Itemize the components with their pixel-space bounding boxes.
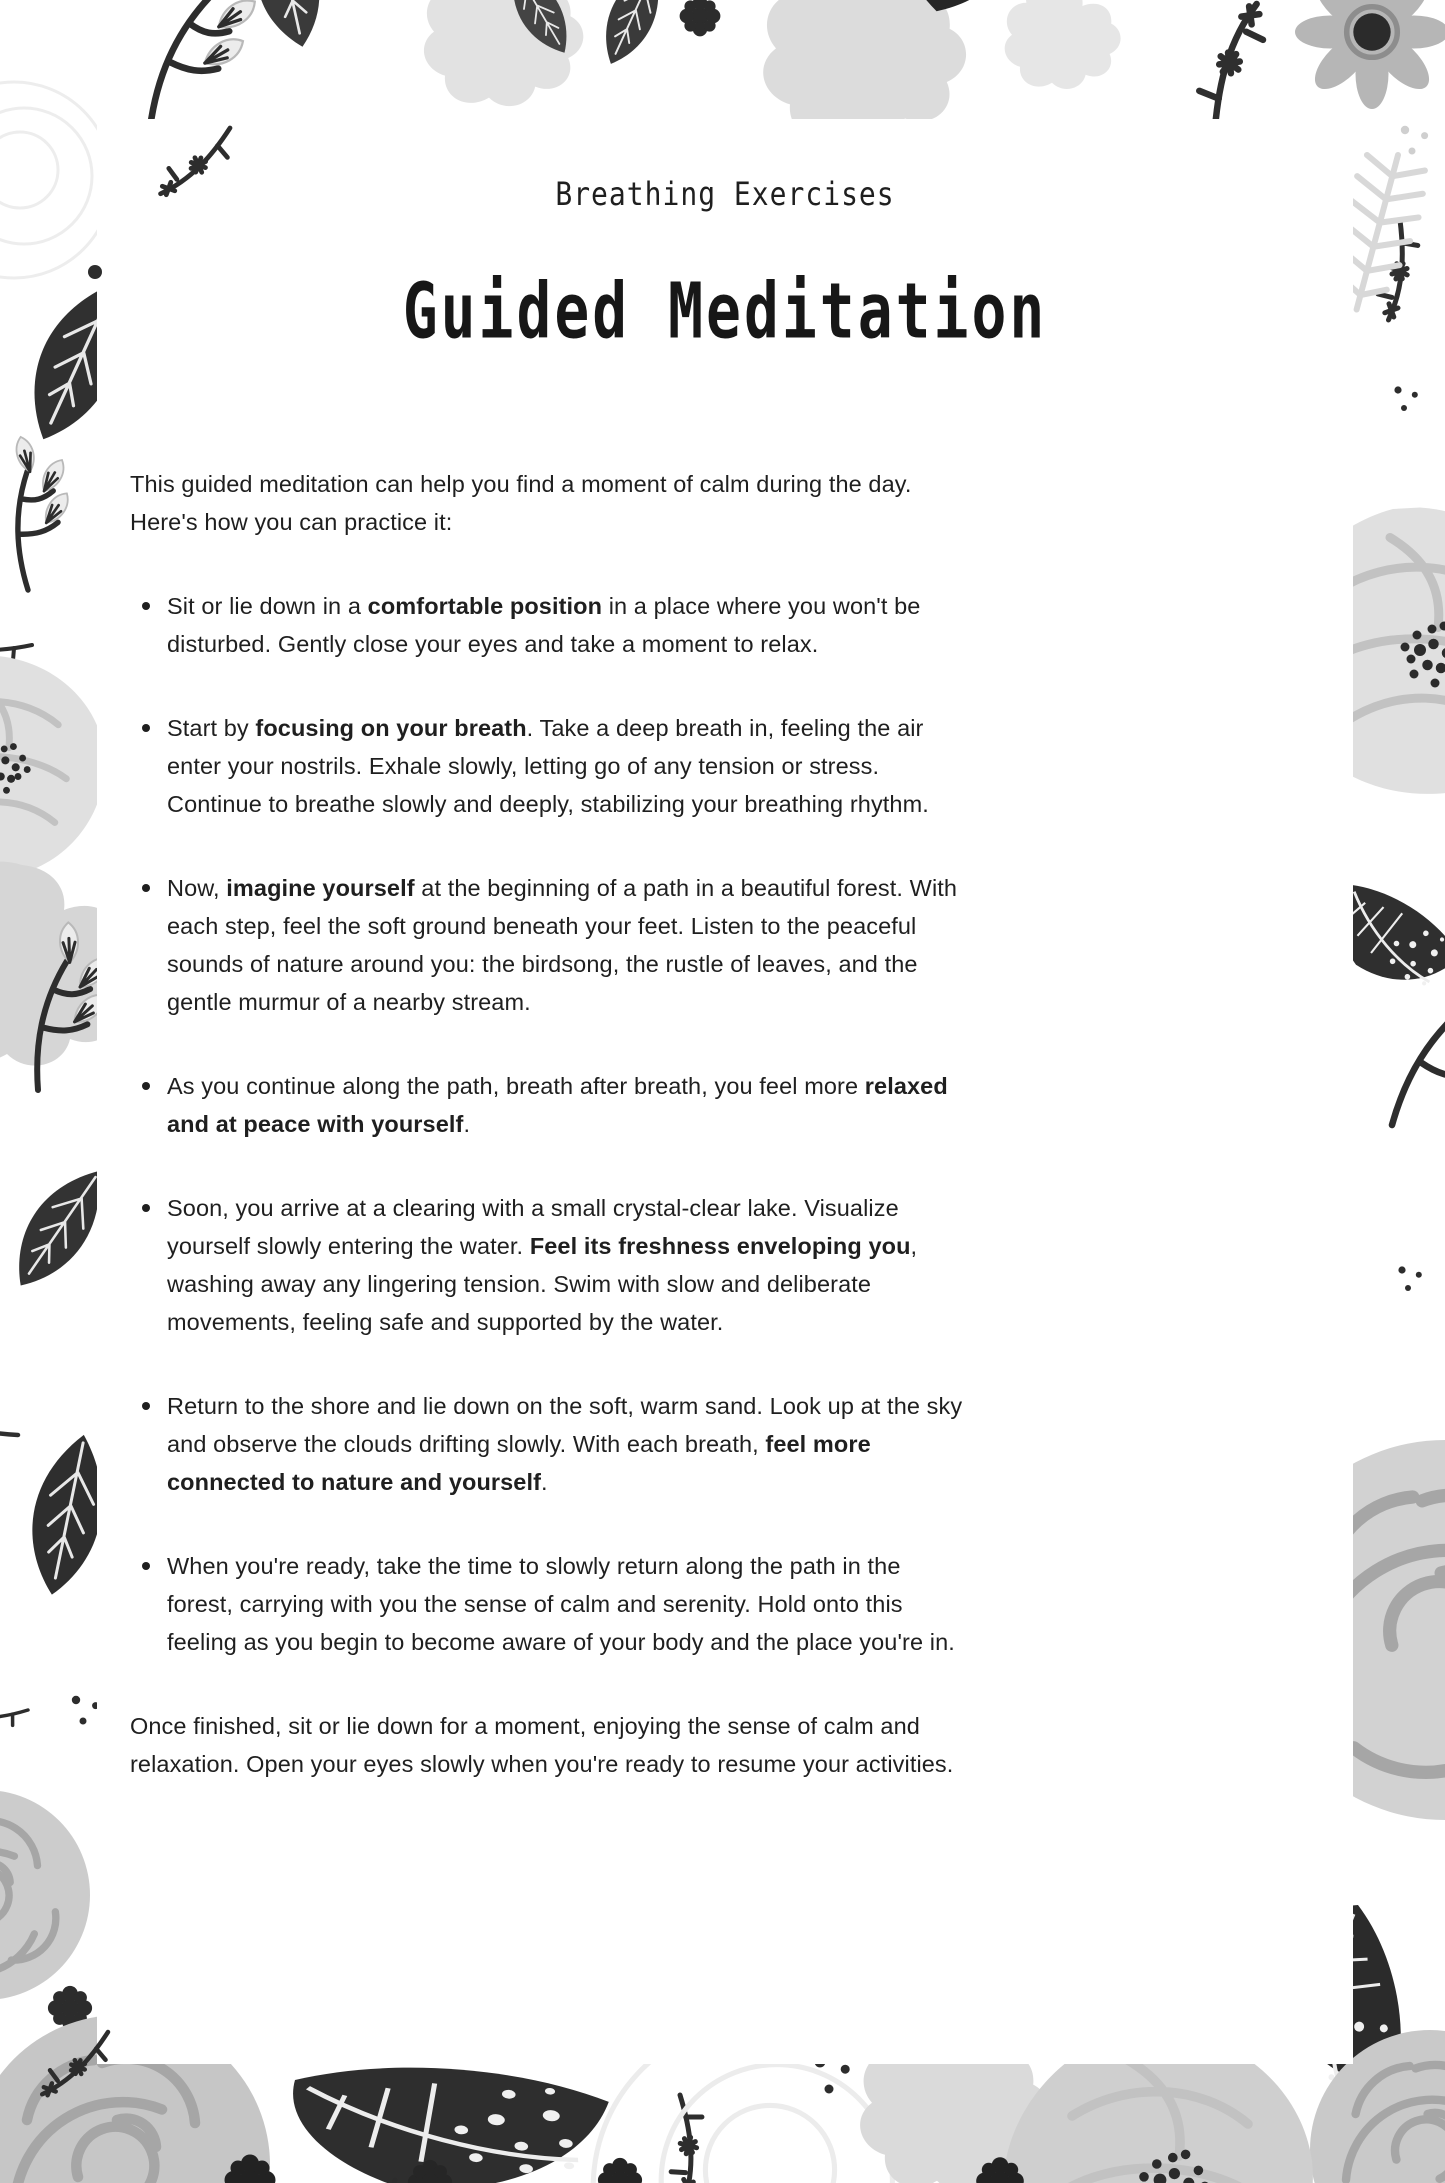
intro-line-2: Here's how you can practice it: bbox=[130, 509, 453, 535]
step-text-segment: As you continue along the path, breath after breath, you feel more bbox=[167, 1073, 865, 1099]
dot-cluster-icon bbox=[72, 1696, 99, 1725]
step-text-segment: , washing away any lingering tension. Swim with slow and deliberate movements, feeling safe and supported by the water. bbox=[167, 1233, 918, 1335]
step-text-segment: . Take a deep breath in, feeling the air enter your nostrils. Exhale slowly, letting go of any tension or stress. Continue to breathe slowly and deeply, stabilizing your breathing rhythm. bbox=[167, 715, 929, 817]
step-text-segment: Soon, you arrive at a clearing with a small crystal-clear lake. Visualize yourself slowly entering the water. bbox=[167, 1195, 899, 1259]
sprig-icon bbox=[1188, 4, 1274, 130]
step-text-segment: Now, bbox=[167, 875, 227, 901]
steps-list bbox=[130, 587, 963, 1661]
cosmos-flower-icon bbox=[1295, 0, 1445, 109]
step-text-segment: Return to the shore and lie down on the soft, warm sand. Look up at the sky and observe the clouds drifting slowly. With each breath, bbox=[167, 1393, 963, 1457]
step-text-segment: . bbox=[541, 1469, 548, 1495]
step-text-segment: comfortable position bbox=[367, 593, 603, 619]
leaf-icon bbox=[590, 0, 674, 73]
spotted-leaf-icon bbox=[285, 2055, 610, 2183]
flower-branch-icon bbox=[150, 0, 261, 128]
outro-paragraph: Once finished, sit or lie down for a moment, enjoying the sense of calm and relaxation. Open your eyes slowly when you're ready to resume your activities. bbox=[130, 1713, 954, 1777]
flower-branch-icon bbox=[0, 422, 110, 590]
rose-flower-icon bbox=[0, 1790, 90, 2000]
step-item bbox=[130, 1067, 963, 1143]
dot-cluster-icon bbox=[1394, 386, 1417, 411]
step-item bbox=[130, 1189, 963, 1341]
small-flower-icon bbox=[680, 0, 721, 36]
step-text-segment: feel more connected to nature and yourself bbox=[167, 1431, 871, 1495]
outline-rose-icon bbox=[0, 82, 112, 278]
dot-cluster-icon bbox=[1398, 1266, 1421, 1291]
step-item bbox=[130, 709, 963, 823]
step-text-segment: . bbox=[463, 1111, 471, 1137]
step-item bbox=[130, 587, 963, 663]
sprig-icon bbox=[0, 1394, 19, 1456]
eyebrow-label: Breathing Exercises bbox=[555, 175, 895, 213]
step-item bbox=[130, 1547, 963, 1661]
step-text-segment: Feel its freshness enveloping you bbox=[529, 1233, 911, 1259]
step-item bbox=[130, 869, 963, 1021]
step-text-segment: Sit or lie down in a bbox=[167, 593, 368, 619]
flower-branch-icon bbox=[1392, 952, 1445, 1141]
gray-flower-icon bbox=[1005, 0, 1121, 89]
peony-flower-icon bbox=[0, 656, 105, 876]
page-title: Guided Meditation bbox=[402, 266, 1048, 356]
step-text-segment: focusing on your breath bbox=[255, 715, 527, 741]
dot-cluster-icon bbox=[1401, 126, 1428, 155]
small-flower-icon bbox=[598, 2158, 642, 2183]
leaf-icon bbox=[245, 0, 331, 53]
intro-line-1: This guided meditation can help you find a moment of calm during the day. bbox=[130, 471, 912, 497]
intro-paragraph bbox=[130, 465, 963, 541]
step-text-segment: at the beginning of a path in a beautiful forest. With each step, feel the soft ground beneath your feet. Listen to the peaceful sounds of nature around you: the birdsong, the rustle of leaves, and the gentle murmur of a nearby stream. bbox=[167, 875, 958, 1015]
sprig-icon bbox=[0, 1682, 31, 1746]
step-text-segment: When you're ready, take the time to slowly return along the path in the forest, carrying with you the sense of calm and serenity. Hold onto this feeling as you begin to become aware of your body and the place you're in. bbox=[167, 1553, 955, 1655]
step-text-segment: relaxed and at peace with yourself bbox=[167, 1073, 948, 1137]
step-text-segment: imagine yourself bbox=[226, 875, 415, 901]
content-card bbox=[97, 119, 1353, 2064]
step-text-segment: in a place where you won't be disturbed. Gently close your eyes and take a moment to relax. bbox=[167, 593, 921, 657]
body-content bbox=[130, 465, 963, 1783]
step-item bbox=[130, 1387, 963, 1501]
step-text-segment: Start by bbox=[167, 715, 256, 741]
